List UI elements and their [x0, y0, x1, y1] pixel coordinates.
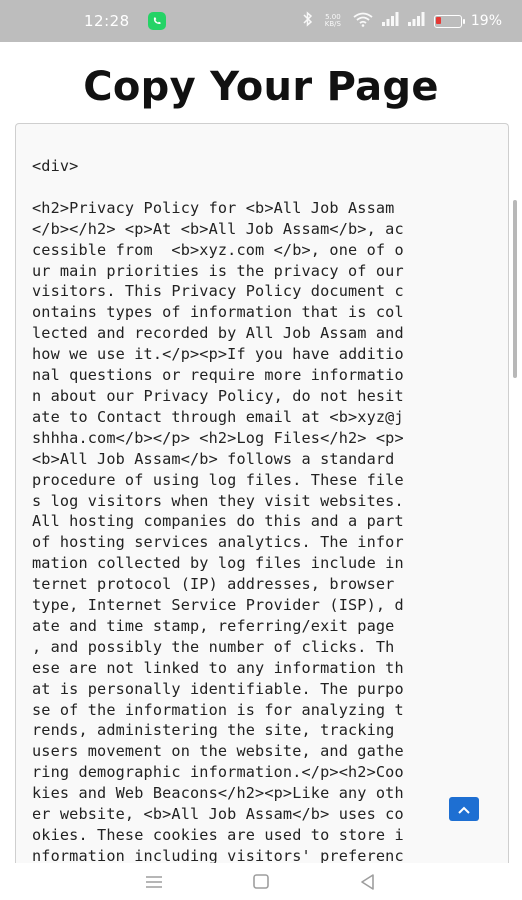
system-nav-bar	[0, 863, 522, 900]
code-line: cessible from <b>xyz.com </b>, one of o	[32, 240, 404, 259]
code-line: , and possibly the number of clicks. Th	[32, 637, 395, 656]
code-line: s log visitors when they visit websites.	[32, 491, 404, 510]
battery-icon	[434, 15, 462, 28]
code-line: of hosting services analytics. The infor	[32, 533, 404, 552]
code-line: ontains types of information that is col	[32, 303, 404, 322]
bluetooth-icon	[303, 11, 313, 31]
battery-level	[436, 17, 440, 24]
network-speed: 5.00 KB/S	[324, 13, 341, 28]
code-line: ring demographic information.</p><h2>Coo	[32, 763, 404, 782]
code-line: ate and time stamp, referring/exit page	[32, 616, 395, 635]
signal-icon	[382, 12, 399, 30]
code-line: n about our Privacy Policy, do not hesit	[32, 386, 404, 405]
code-line: <div>	[32, 157, 79, 175]
menu-icon[interactable]	[139, 870, 169, 894]
code-line: </b></h2> <p>At <b>All Job Assam</b>, ac	[32, 219, 404, 238]
code-line: okies. These cookies are used to store i	[32, 826, 404, 844]
status-time: 12:28	[84, 12, 130, 30]
code-line: ur main priorities is the privacy of our	[32, 261, 404, 280]
code-line: se of the information is for analyzing t	[32, 700, 404, 719]
code-line: <h2>Privacy Policy for <b>All Job Assam	[32, 198, 395, 217]
code-line: users movement on the website, and gathe	[32, 742, 404, 761]
code-line: nformation including visitors' preferenc	[32, 846, 404, 863]
wifi-icon	[353, 12, 373, 31]
code-line: er website, <b>All Job Assam</b> uses co	[32, 805, 404, 824]
signal-icon	[408, 12, 425, 30]
code-line: ese are not linked to any information th	[32, 658, 404, 677]
code-line: kies and Web Beacons</h2><p>Like any oth	[32, 784, 404, 803]
battery-percent: 19%	[470, 13, 502, 29]
code-textarea[interactable]	[15, 123, 509, 863]
code-content[interactable]	[32, 156, 490, 863]
code-line	[32, 177, 490, 198]
code-line: how we use it.</p><p>If you have additio	[32, 345, 404, 364]
status-bar	[0, 0, 522, 42]
status-icons	[303, 11, 502, 31]
chevron-up-icon	[457, 800, 471, 819]
code-line: <b>All Job Assam</b> follows a standard	[32, 449, 395, 468]
page-title: Copy Your Page	[83, 64, 439, 110]
code-line: rends, administering the site, tracking	[32, 721, 395, 740]
whatsapp-icon	[148, 12, 166, 30]
code-line: lected and recorded by All Job Assam and	[32, 324, 404, 343]
code-line: type, Internet Service Provider (ISP), d	[32, 596, 404, 615]
page-scrollbar[interactable]	[513, 200, 517, 378]
code-line: All hosting companies do this and a part	[32, 512, 404, 531]
code-line: ternet protocol (IP) addresses, browser	[32, 575, 395, 594]
scroll-top-button[interactable]	[449, 797, 479, 821]
code-line: procedure of using log files. These file	[32, 470, 404, 489]
code-line: mation collected by log files include in	[32, 554, 404, 573]
code-line: nal questions or require more informatio	[32, 366, 404, 385]
code-line: shhha.com</b></p> <h2>Log Files</h2> <p>	[32, 428, 404, 447]
code-line: at is personally identifiable. The purpo	[32, 679, 404, 698]
code-line: ate to Contact through email at <b>xyz@j	[32, 407, 404, 426]
home-icon[interactable]	[246, 870, 276, 894]
code-line: visitors. This Privacy Policy document c	[32, 282, 404, 301]
back-icon[interactable]	[353, 870, 383, 894]
